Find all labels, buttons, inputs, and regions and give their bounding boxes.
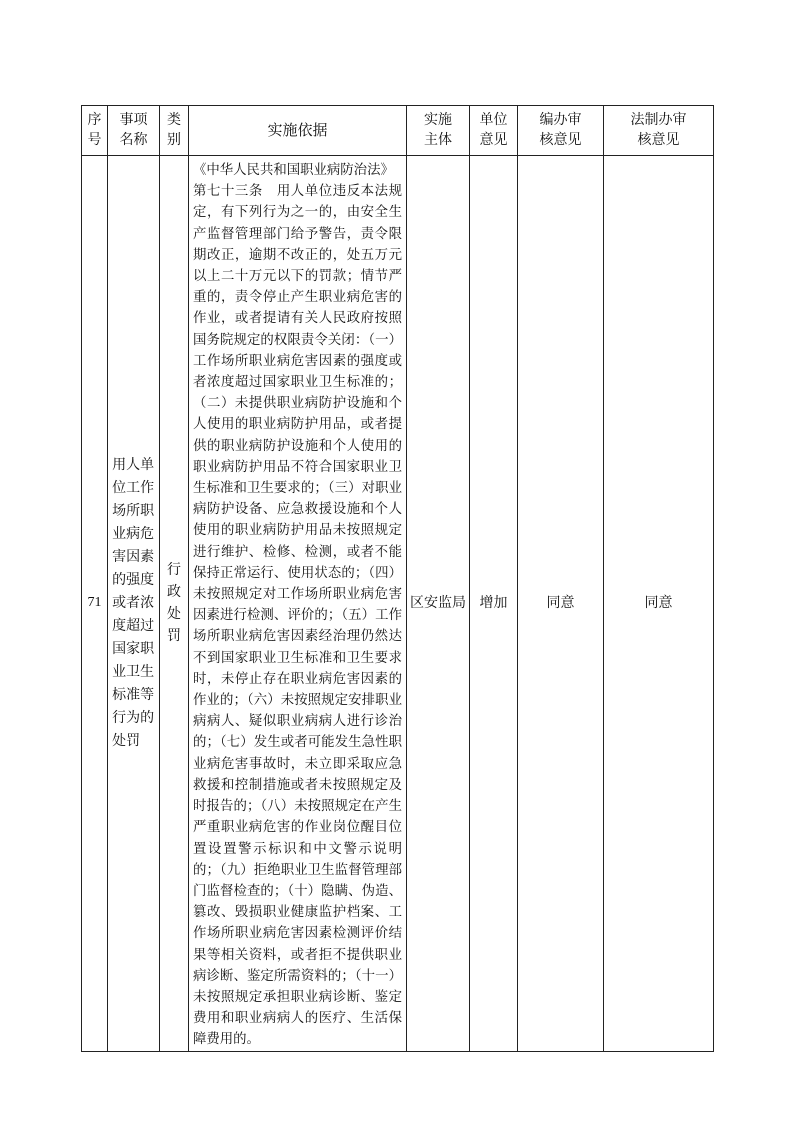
approval-table [81, 105, 714, 1052]
row-item-name-cell [108, 156, 160, 1052]
row-basis-title: 《中华人民共和国职业病防治法》 [193, 163, 394, 178]
row-unit-opinion: 增加 [470, 156, 518, 1052]
header-row [82, 106, 714, 156]
header-bianban-opinion: 编办审核意见 [518, 106, 604, 156]
header-category: 类别 [160, 106, 189, 156]
row-bianban-opinion: 同意 [518, 156, 604, 1052]
header-item-name: 事项名称 [108, 106, 160, 156]
row-item-name: 用人单位工作场所职业病危害因素的强度或者浓度超过国家职业卫生标准等行为的处罚 [112, 456, 155, 749]
header-unit-opinion: 单位意见 [470, 106, 518, 156]
row-seq: 71 [82, 156, 108, 1052]
row-category-cell [160, 156, 189, 1052]
row-fazhiban-opinion: 同意 [604, 156, 714, 1052]
table-row [82, 156, 714, 1052]
row-category: 行政处罚 [167, 562, 181, 645]
row-subject: 区安监局 [407, 156, 470, 1052]
header-basis: 实施依据 [189, 106, 407, 156]
header-seq: 序号 [82, 106, 108, 156]
row-basis-cell [189, 156, 407, 1052]
header-subject: 实施主体 [407, 106, 470, 156]
row-basis-body: 第七十三条 用人单位违反本法规定，有下列行为之一的，由安全生产监督管理部门给予警告，责令限期改正，逾期不改正的，处五万元以上二十万元以下的罚款；情节严重的，责令停止产生职业病危害的作业，或者提请有关人民政府按照国务院规定的权限责令关闭：（一）工作场所职业病危害因素的强度或者浓度超过国家职业卫生标准的；（二）未提供职业病防护设施和个人使用的职业病防护用品，或者提供的职业病防护设施和个人使用的职业病防护用品不符合国家职业卫生标准和卫生要求的；（三）对职业病防护设备、应急救援设施和个人使用的职业病防护用品未按照规定进行维护、检修、检测，或者不能保持正常运行、使用状态的；（四）未按照规定对工作场所职业病危害因素进行检测、评价的；（五）工作场所职业病危害因素经治理仍然达不到国家职业卫生标准和卫生要求时，未停止存在职业病危害因素的作业的；（六）未按照规定安排职业病病人、疑似职业病病人进行诊治的；（七）发生或者可能发生急性职业病危害事故时，未立即采取应急救援和控制措施或者未按照规定及时报告的；（八）未按照规定在产生严重职业病危害的作业岗位醒目位置设置警示标识和中文警示说明的；（九）拒绝职业卫生监督管理部门监督检查的；（十）隐瞒、伪造、篡改、毁损职业健康监护档案、工作场所职业病危害因素检测评价结果等相关资料，或者拒不提供职业病诊断、鉴定所需资料的；（十一）未按照规定承担职业病诊断、鉴定费用和职业病病人的医疗、生活保障费用的。 [193, 184, 402, 1048]
header-fazhiban-opinion: 法制办审核意见 [604, 106, 714, 156]
